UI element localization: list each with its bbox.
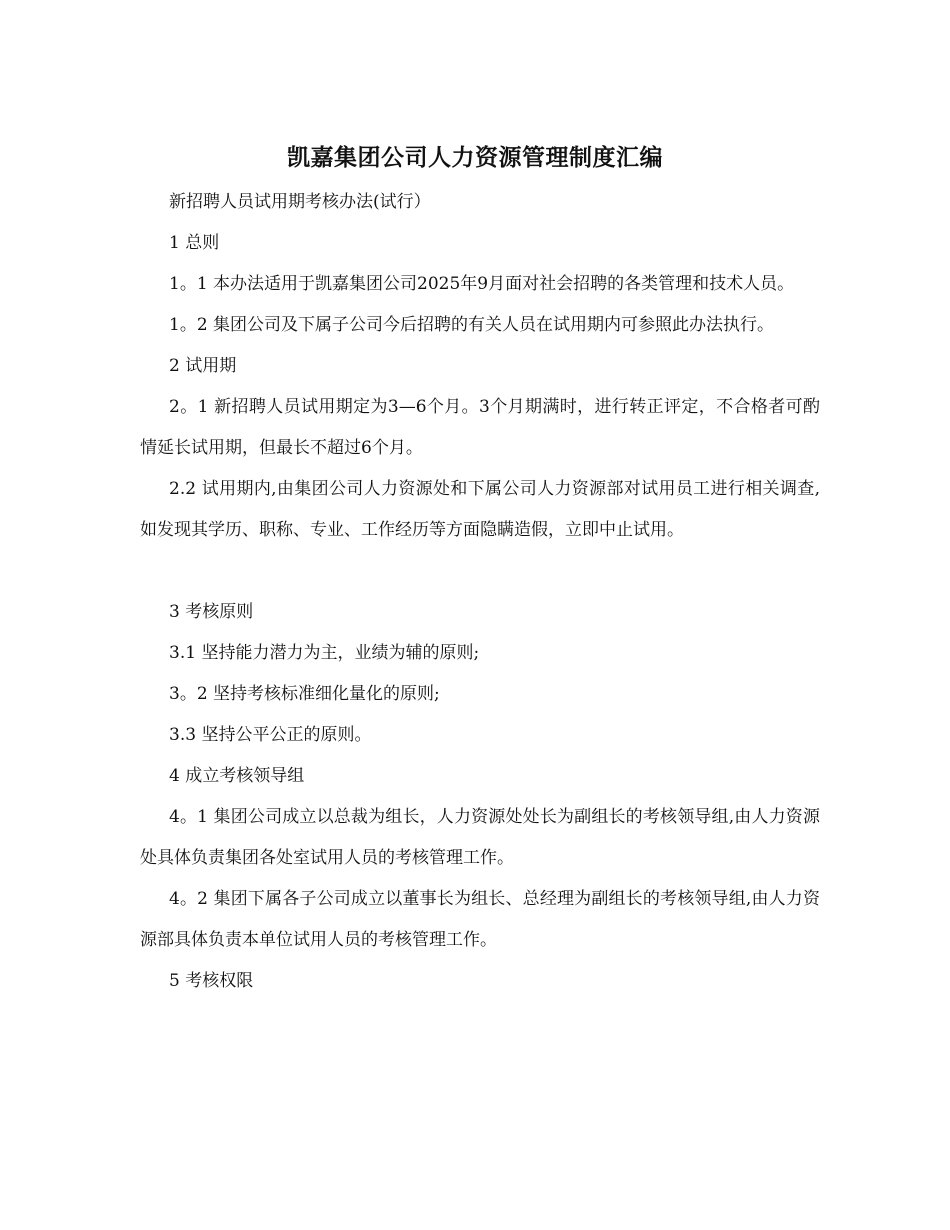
paragraph-1-1: 1。1 本办法适用于凯嘉集团公司2025年9月面对社会招聘的各类管理和技术人员。: [169, 274, 795, 294]
document-body: [140, 182, 820, 1002]
paragraph-4-1: 4。1 集团公司成立以总裁为组长，人力资源处处长为副组长的考核领导组,由人力资源处具体负责集团各处室试用人员的考核管理工作。: [140, 807, 820, 868]
section-heading-2: 2 试用期: [169, 356, 237, 376]
paragraph-1-2: 1。2 集团公司及下属子公司今后招聘的有关人员在试用期内可参照此办法执行。: [169, 315, 775, 335]
document-title: 凯嘉集团公司人力资源管理制度汇编: [287, 144, 663, 171]
section-heading-3: 3 考核原则: [169, 602, 254, 622]
paragraph-3-3: 3.3 坚持公平公正的原则。: [169, 725, 372, 745]
blank-line: [140, 551, 820, 592]
section-heading-4: 4 成立考核领导组: [169, 766, 305, 786]
paragraph-4-2: 4。2 集团下属各子公司成立以董事长为组长、总经理为副组长的考核领导组,由人力资源部具体负责本单位试用人员的考核管理工作。: [140, 889, 820, 950]
paragraph-2-2: 2.2 试用期内,由集团公司人力资源处和下属公司人力资源部对试用员工进行相关调查,如发现其学历、职称、专业、工作经历等方面隐瞒造假，立即中止试用。: [140, 479, 820, 540]
paragraph-2-1: 2。1 新招聘人员试用期定为3—6个月。3个月期满时，进行转正评定，不合格者可酌情延长试用期，但最长不超过6个月。: [140, 397, 820, 458]
paragraph-3-2: 3。2 坚持考核标准细化量化的原则;: [169, 684, 440, 704]
paragraph-3-1: 3.1 坚持能力潜力为主，业绩为辅的原则;: [169, 643, 480, 663]
section-heading-5: 5 考核权限: [169, 971, 254, 991]
subtitle-paragraph: 新招聘人员试用期考核办法(试行）: [169, 192, 431, 212]
section-heading-1: 1 总则: [169, 233, 220, 253]
